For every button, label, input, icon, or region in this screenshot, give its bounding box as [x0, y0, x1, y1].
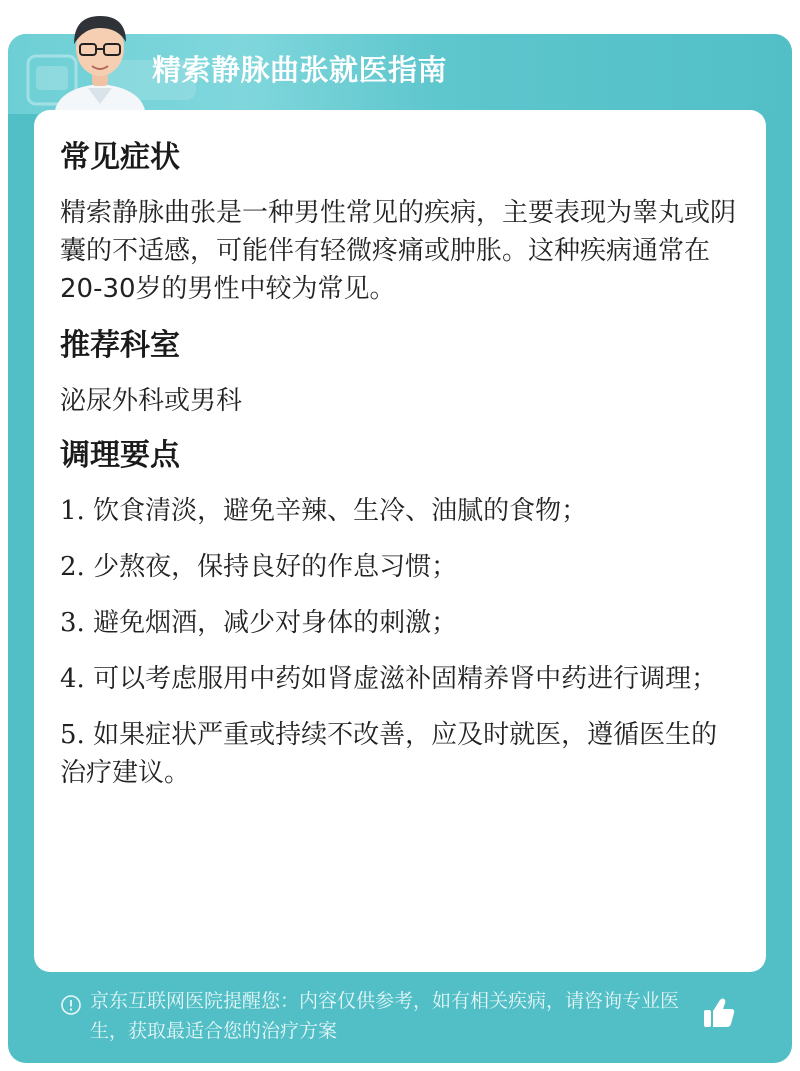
care-item-text: 饮食清淡，避免辛辣、生冷、油腻的食物； [93, 496, 588, 526]
disclaimer-footer [60, 986, 700, 1046]
care-item-number: 3. [60, 608, 85, 638]
section-title-symptoms: 常见症状 [60, 140, 180, 175]
doctor-avatar [44, 4, 156, 116]
care-item-number: 5. [60, 720, 85, 750]
department-text: 泌尿外科或男科 [60, 386, 243, 416]
care-item-text: 少熬夜，保持良好的作息习惯； [93, 552, 458, 582]
info-circle-icon [60, 994, 82, 1016]
care-item-number: 1. [60, 496, 85, 526]
content-card [34, 110, 766, 972]
care-item-number: 2. [60, 552, 85, 582]
section-title-department: 推荐科室 [60, 328, 180, 363]
care-list-item [60, 660, 740, 698]
care-list-item [60, 548, 740, 586]
thumbs-up-icon[interactable] [700, 994, 738, 1032]
care-item-text: 避免烟酒，减少对身体的刺激； [93, 608, 458, 638]
care-item-number: 4. [60, 664, 85, 694]
care-list-item [60, 604, 740, 642]
care-item-text: 可以考虑服用中药如肾虚滋补固精养肾中药进行调理； [93, 664, 718, 694]
section-title-care: 调理要点 [60, 438, 180, 473]
care-item-text: 如果症状严重或持续不改善，应及时就医，遵循医生的治疗建议。 [60, 720, 718, 788]
care-list-item [60, 492, 740, 530]
disclaimer-text: 京东互联网医院提醒您：内容仅供参考，如有相关疾病，请咨询专业医生，获取最适合您的治疗方案 [90, 990, 680, 1042]
symptoms-text: 精索静脉曲张是一种男性常见的疾病，主要表现为睾丸或阴囊的不适感，可能伴有轻微疼痛或肿胀。这种疾病通常在20-30岁的男性中较为常见。 [60, 198, 737, 304]
care-list-item [60, 716, 740, 792]
page-title: 精索静脉曲张就医指南 [152, 53, 448, 87]
